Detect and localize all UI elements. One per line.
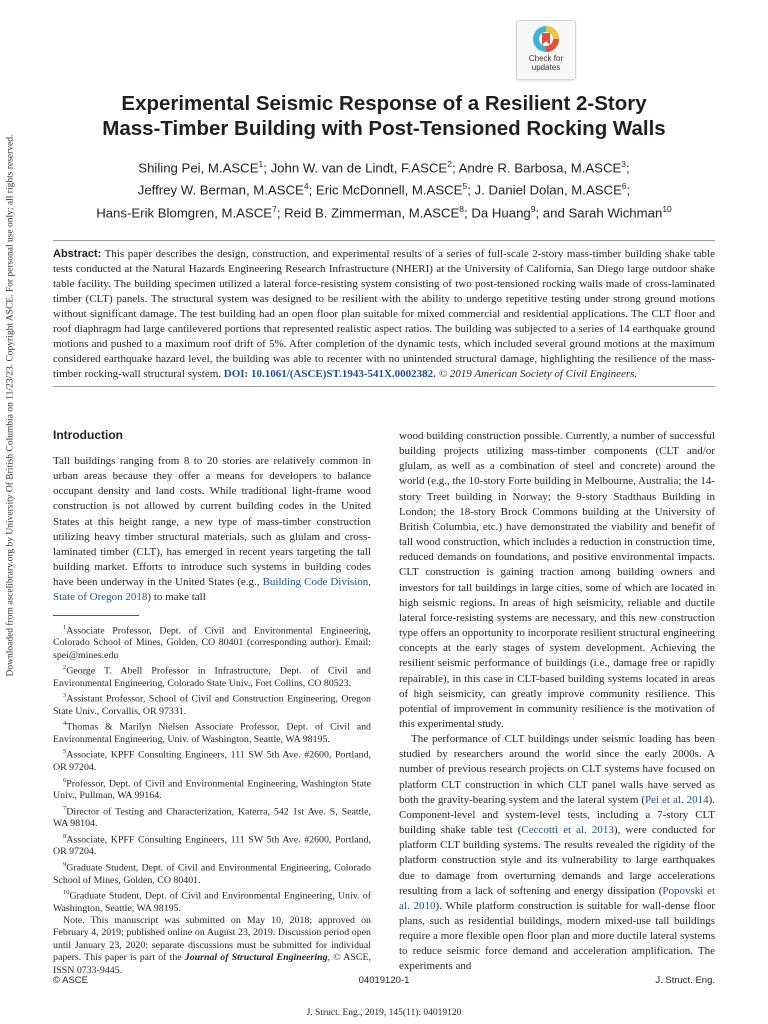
footnote-marker: 9 [63,860,67,868]
intro-paragraph-1 [53,454,371,606]
author-separator: ; [464,205,472,221]
right-column [399,429,715,975]
author-name: Da Huang [471,205,531,221]
intro-p2-text-c: ), were conducted for platform CLT building systems. The results revealed the rigidity of the platform construction style and its vulnerability to large earthquakes due to damage from overturning demands and large accelerations resulting from a lack of softening and energy dissipation ( [399,824,715,897]
citation-link-oregon[interactable]: Building Code Division, State of Oregon 2018 [53,576,372,604]
footnote-marker: 10 [63,888,70,896]
footnote [53,662,371,690]
author-separator: ; [467,182,475,198]
footnote [53,690,371,718]
footnote-marker: 8 [63,832,67,840]
author-affiliation-marker: 2 [447,159,452,169]
footnote-marker: 5 [63,748,67,756]
footer-page-id: 04019120-1 [358,975,410,986]
footnote-marker: 4 [63,720,67,728]
author-name: John W. van de Lindt, F.ASCE [270,160,448,176]
author-list [40,155,728,222]
author-affiliation-marker: 5 [462,181,468,192]
abstract-heading: Abstract: [53,248,102,260]
doi-link[interactable]: DOI: 10.1061/(ASCE)ST.1943-541X.0002382. [223,368,436,381]
citation-link-popovski[interactable]: Popovski et al. 2010 [399,884,715,912]
badge-label-line2: updates [531,63,561,72]
badge-label-line1: Check for [528,54,564,63]
intro-p2-text-a: The performance of CLT buildings under seismic loading has been studied by researchers around the world since the early 2000s. A number of previous research projects on CLT systems have focused on platform CLT construction in which CLT panel walls have served as both the gravity-bearing system and the lateral system ( [399,733,715,806]
title-line-2: Mass-Timber Building with Post-Tensioned Rocking Walls [102,117,666,140]
footnote [53,746,371,774]
footnote [53,859,371,887]
intro-p1-tail: ) to make tall [147,591,206,604]
footnote-marker: 7 [63,804,67,812]
author-name: Jeffrey W. Berman, M.ASCE [137,182,304,198]
footnote-text: Director of Testing and Characterization, Katerra, 542 1st Ave. S, Seattle, WA 98104. [53,805,371,830]
author-name: Shiling Pei, M.ASCE [138,160,259,176]
footnote-text: Associate, KPFF Consulting Engineers, 111 SW 5th Ave. #2600, Portland, OR 97204. [53,749,371,774]
footnote-text: Thomas & Marilyn Nielsen Associate Professor, Dept. of Civil and Environmental Engineering, Univ. of Washington, Seattle, WA 98195. [53,721,371,745]
author-affiliation-marker: 1 [258,159,264,169]
author-name: Hans-Erik Blomgren, M.ASCE [96,205,273,221]
author-separator: ; [626,160,630,176]
citation-line: J. Struct. Eng., 2019, 145(11): 04019120 [306,1008,462,1018]
footnote-text: Associate Professor, Dept. of Civil and Environmental Engineering, Colorado School of Mines, Golden, CO 80401 (corresponding author). Email: spei@mines.edu [53,624,371,661]
author-separator: ; [276,205,285,221]
footer-journal: J. Struct. Eng. [655,975,715,986]
author-affiliation-marker: 9 [530,203,536,214]
author-separator: ; [626,182,631,198]
author-line-1 [40,155,728,177]
footnote [53,775,371,803]
footnote [53,887,371,915]
footnote-text: Graduate Student, Dept. of Civil and Environmental Engineering, Univ. of Washington, Seattle, WA 98195. [53,890,371,914]
footer-left: © ASCE [53,975,88,986]
footnote-marker: 1 [63,623,67,631]
author-name: Andre R. Barbosa, M.ASCE [458,160,622,176]
footnote-text: George T. Abell Professor in Infrastructure, Dept. of Civil and Environmental Engineering, Colorado State Univ., Fort Collins, CO 80523. [53,665,371,689]
manuscript-note [53,915,371,977]
intro-p2-text-d: ). While platform construction is suitable for wall-dense floor plans, such as residential buildings, modern mixed-use tall buildings require a more flexible open floor plan and more ductile lateral systems to reduce seismic force demand and acceleration amplification. The experiments and [399,899,715,973]
footnote-text: Graduate Student, Dept. of Civil and Environmental Engineering, Colorado School of Mines, Golden, CO 80401. [53,862,371,886]
footnote [53,718,371,746]
author-separator: ; [308,182,316,198]
author-affiliation-marker: 3 [621,159,627,169]
footnote-marker: 6 [63,776,67,784]
note-journal: Journal of Structural Engineering [184,952,328,964]
author-name: Eric McDonnell, M.ASCE [315,182,463,198]
check-for-updates-badge[interactable] [516,20,576,80]
title-line-1: Experimental Seismic Response of a Resilient 2-Story [121,92,647,115]
author-separator: ; [451,160,459,176]
intro-p1-text: Tall buildings ranging from 8 to 20 stories are relatively common in urban areas because they offer a means for developers to balance occupant density and land costs. While traditional light-frame wood construction is not allowed by current building codes in the United States at this height range, a new type of mass-timber construction utilizing heavy timber structural materials, such as glulam and cross-laminated timber (CLT), has emerged in recent years targeting the tall building market. Efforts to introduce such systems in building codes have been underway in the United States (e.g., [53,455,371,589]
author-separator: ; and [535,205,569,221]
author-affiliation-marker: 6 [621,181,627,192]
abstract-text: This paper describes the design, construction, and experimental results of a series of full-scale 2-story mass-timber building shake table tests conducted at the Natural Hazards Engineering Research Infrastructure (NHERI) at the University of California, San Diego large outdoor shake table facility. The building specimen utilized a lateral force-resisting system consisting of two post-tensioned rocking walls made of cross-laminated timber (CLT) panels. The structural system was designed to be resilient with the ability to undergo repetitive testing under strong ground motions without significant damage. The test building had an open floor plan suitable for mixed commercial and residential applications. The CLT floor and roof diaphragm had large cantilevered portions that represented realistic aspect ratios. The building was subjected to a series of 14 earthquake ground motions and pushed to a maximum roof drift of 5%. After completion of the dynamic tests, which included several ground motions at the maximum considered earthquake hazard level, the building was able to recenter with no unintended structural damage, highlighting the resilience of the mass-timber rocking-wall structural system. [53,248,715,381]
crossmark-icon [531,24,561,54]
footnote-text: Associate, KPFF Consulting Engineers, 111 SW 5th Ave. #2600, Portland, OR 97204. [53,834,371,858]
footnotes [53,622,371,916]
author-line-2 [40,177,728,199]
author-line-3 [40,200,728,222]
author-affiliation-marker: 10 [662,203,672,214]
left-column [53,426,371,977]
intro-p2-text-b: ). Component-level and system-level tests, including a 7-story CLT building shake table test ( [399,793,716,837]
author-affiliation-marker: 7 [272,203,277,214]
author-name: Reid B. Zimmerman, M.ASCE [284,205,460,221]
citation-link-ceccotti[interactable]: Ceccotti et al. 2013 [521,824,614,837]
footnote [53,803,371,831]
paper-title [40,91,728,141]
author-name: J. Daniel Dolan, M.ASCE [474,182,622,198]
author-affiliation-marker: 4 [303,181,309,192]
footnote-marker: 2 [63,664,67,672]
citation-link-pei[interactable]: Pei et al. 2014 [645,793,709,806]
author-name: Sarah Wichman [568,205,663,221]
author-affiliation-marker: 8 [459,203,465,214]
abstract-copyright: © 2019 American Society of Civil Engineers. [435,368,638,381]
note-tail: , © ASCE, ISSN 0733-9445. [53,952,372,976]
download-notice: Downloaded from ascelibrary.org by University Of British Columbia on 11/23/23. Copyright ASCE. For personal use only; all rights reserved. [5,134,16,677]
footnote-marker: 3 [63,692,67,700]
footnote [53,622,371,663]
intro-paragraph-1-cont: wood building construction possible. Currently, a number of successful building projects utilizing mass-timber components (CLT and/or glulam, as well as a combination of steel and concrete) around the world (e.g., the 10-story Forte building in Melbourne, Australia; the 14-story Treet building in Norway; the 9-story Stadthaus Building in London; the 18-story Brock Commons building at the University of British Columbia, etc.) have demonstrated the viability and benefit of tall wood construction, which includes a reduction in construction time, reduced demands on foundations, and positive environmental impacts. CLT construction is gaining traction among building owners and investors for tall buildings in large cities, some of which are located in high seismic regions. In areas of high seismicity, reliable and ductile lateral force-resisting systems are necessary, and this new construction type offers an opportunity to incorporate resilient structural engineering concepts at the early stages of system development. Achieving the resilient seismic performance of buildings (i.e., damage free or rapidly repairable), in this case in CLT-based building systems located in areas of high seismicity, can greatly improve community resilience. This potential of improvement in community resilience is the motivation of this experimental study. [399,430,715,730]
intro-paragraph-2 [399,732,715,975]
footnote-text: Assistant Professor, School of Civil and Construction Engineering, Oregon State Univ., Corvallis, OR 97331. [53,693,371,717]
note-text: Note. This manuscript was submitted on May 10, 2018; approved on February 4, 2019; published online on August 23, 2019. Discussion period open until January 23, 2020; separate discussions must be submitted for individual papers. This paper is part of the [53,915,371,964]
footnote-rule [53,615,139,616]
footnote [53,831,371,859]
section-heading-introduction: Introduction [53,428,123,442]
author-separator: ; [263,160,271,176]
footnote-text: Professor, Dept. of Civil and Environmental Engineering, Washington State Univ., Pullman, WA 99164. [53,777,371,802]
abstract [53,240,715,387]
